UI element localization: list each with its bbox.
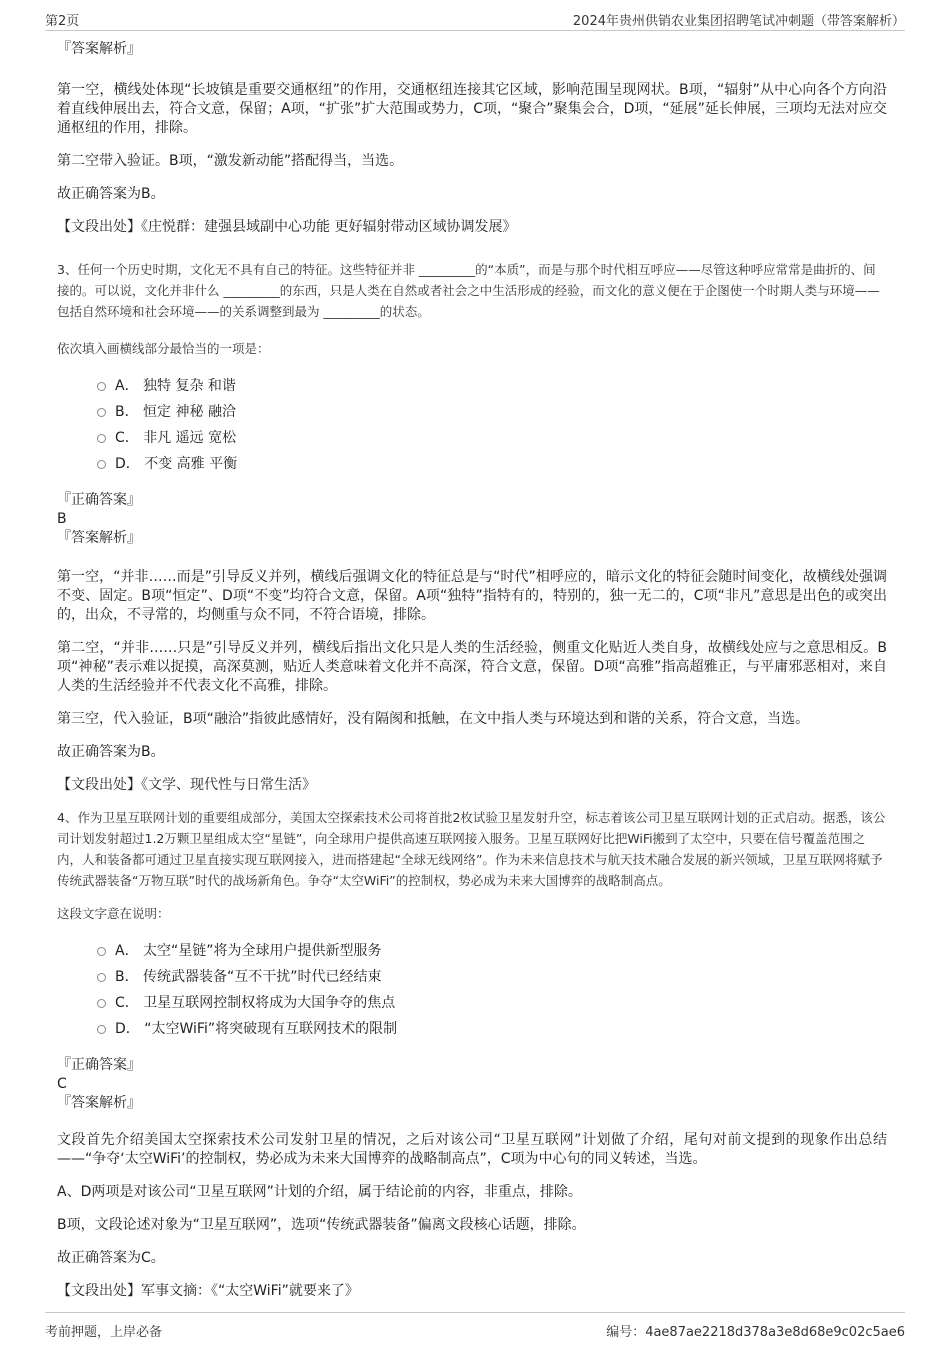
options-list bbox=[97, 373, 887, 477]
correct-answer-label: 『正确答案』 bbox=[57, 492, 141, 508]
radio-icon[interactable] bbox=[97, 382, 106, 391]
analysis-label: 『答案解析』 bbox=[57, 41, 141, 57]
question-stem: 3、任何一个历史时期，文化无不具有自己的特征。这些特征并非 _________的“本质”，而是与那个时代相互呼应——尽管这种呼应常常是曲折的、间接的。可以说，文化并非什么 _________的东西，只是人类在自然或者社会之中生活形成的经验，而文化的意义便在于企图使一个时期人类与环境——包括自然环境和社会环境——的关系调整到最为 _________的状态。 bbox=[57, 262, 880, 319]
analysis-paragraph: 故正确答案为C。 bbox=[57, 1250, 165, 1266]
analysis-paragraph: 故正确答案为B。 bbox=[57, 744, 165, 760]
question-prompt: 依次填入画横线部分最恰当的一项是： bbox=[57, 341, 270, 356]
radio-icon[interactable] bbox=[97, 434, 106, 443]
radio-icon[interactable] bbox=[97, 408, 106, 417]
document-title: 2024年贵州供销农业集团招聘笔试冲刺题（带答案解析） bbox=[572, 14, 905, 29]
page-content bbox=[57, 40, 887, 1300]
footer-slogan: 考前押题，上岸必备 bbox=[45, 1325, 163, 1340]
radio-icon[interactable] bbox=[97, 460, 106, 469]
radio-icon[interactable] bbox=[97, 1025, 106, 1034]
analysis-paragraph: B项，文段论述对象为“卫星互联网”，选项“传统武器装备”偏离文段核心话题，排除。 bbox=[57, 1217, 586, 1233]
page-footer bbox=[45, 1312, 905, 1345]
analysis-label: 『答案解析』 bbox=[57, 530, 141, 546]
options-list bbox=[97, 938, 887, 1042]
option-b[interactable]: B． 恒定 神秘 融洽 bbox=[97, 399, 887, 425]
analysis-paragraph: A、D两项是对该公司“卫星互联网”计划的介绍，属于结论前的内容，非重点，排除。 bbox=[57, 1184, 582, 1200]
analysis-paragraph: 第一空，横线处体现“长坡镇是重要交通枢纽”的作用，交通枢纽连接其它区域，影响范围呈现网状。B项，“辐射”从中心向各个方向沿着直线伸展出去，符合文意，保留；A项，“扩张”扩大范围或势力，C项，“聚合”聚集会合，D项，“延展”延长伸展，三项均无法对应交通枢纽的作用，排除。 bbox=[57, 82, 887, 136]
analysis-paragraph: 第二空，“并非……只是”引导反义并列，横线后指出文化只是人类的生活经验，侧重文化贴近人类自身，故横线处应与之意思相反。B项“神秘”表示难以捉摸，高深莫测，贴近人类意味着文化并不高深，符合文意，保留。D项“高雅”指高超雅正，与平庸邪恶相对，来自人类的生活经验并不代表文化不高雅，排除。 bbox=[57, 640, 887, 694]
document-id: 编号：4ae87ae2218d378a3e8d68e9c02c5ae6 bbox=[606, 1325, 905, 1340]
analysis-paragraph: 故正确答案为B。 bbox=[57, 186, 165, 202]
radio-icon[interactable] bbox=[97, 999, 106, 1008]
analysis-paragraph: 第二空带入验证。B项，“激发新动能”搭配得当，当选。 bbox=[57, 153, 404, 169]
page-number: 第2页 bbox=[45, 14, 80, 29]
radio-icon[interactable] bbox=[97, 947, 106, 956]
option-c[interactable]: C． 非凡 遥远 宽松 bbox=[97, 425, 887, 451]
option-a[interactable]: A． 独特 复杂 和谐 bbox=[97, 373, 887, 399]
correct-answer: C bbox=[57, 1076, 67, 1092]
correct-answer: B bbox=[57, 511, 67, 527]
option-a[interactable]: A． 太空“星链”将为全球用户提供新型服务 bbox=[97, 938, 887, 964]
radio-icon[interactable] bbox=[97, 973, 106, 982]
option-b[interactable]: B． 传统武器装备“互不干扰”时代已经结束 bbox=[97, 964, 887, 990]
analysis-paragraph: 第三空，代入验证，B项“融洽”指彼此感情好，没有隔阂和抵触，在文中指人类与环境达到和谐的关系，符合文意，当选。 bbox=[57, 711, 810, 727]
source-citation: 【文段出处】《文学、现代性与日常生活》 bbox=[57, 777, 316, 793]
page-header bbox=[45, 0, 905, 31]
source-citation: 【文段出处】《庄悦群：建强县域副中心功能 更好辐射带动区域协调发展》 bbox=[57, 219, 517, 235]
question-stem: 4、作为卫星互联网计划的重要组成部分，美国太空探索技术公司将首批2枚试验卫星发射升空，标志着该公司卫星互联网计划的正式启动。据悉，该公司计划发射超过1.2万颗卫星组成太空“星链”，向全球用户提供高速互联网接入服务。卫星互联网好比把WiFi搬到了太空中，只要在信号覆盖范围之内，人和装备都可通过卫星直接实现互联网接入，进而搭建起“全球无线网络”。作为未来信息技术与航天技术融合发展的新兴领域，卫星互联网将赋予传统武器装备“万物互联”时代的战场新角色。争夺“太空WiFi”的控制权，势必成为未来大国博弈的战略制高点。 bbox=[57, 810, 886, 888]
analysis-paragraph: 文段首先介绍美国太空探索技术公司发射卫星的情况，之后对该公司“卫星互联网”计划做了介绍，尾句对前文提到的现象作出总结——“争夺‘太空WiFi’的控制权，势必成为未来大国博弈的战略制高点”，C项为中心句的同义转述，当选。 bbox=[57, 1132, 887, 1167]
analysis-paragraph: 第一空，“并非……而是”引导反义并列，横线后强调文化的特征总是与“时代”相呼应的，暗示文化的特征会随时间变化，故横线处强调不变、固定。B项“恒定”、D项“不变”均符合文意，保留。A项“独特”指特有的，特别的，独一无二的，C项“非凡”意思是出色的或突出的，出众，不寻常的，均侧重与众不同，不符合语境，排除。 bbox=[57, 569, 887, 623]
option-d[interactable]: D． “太空WiFi”将突破现有互联网技术的限制 bbox=[97, 1016, 887, 1042]
source-citation: 【文段出处】军事文摘：《“太空WiFi”就要来了》 bbox=[57, 1283, 359, 1299]
option-d[interactable]: D． 不变 高雅 平衡 bbox=[97, 451, 887, 477]
question-prompt: 这段文字意在说明： bbox=[57, 906, 170, 921]
correct-answer-label: 『正确答案』 bbox=[57, 1057, 141, 1073]
analysis-label: 『答案解析』 bbox=[57, 1095, 141, 1111]
option-c[interactable]: C． 卫星互联网控制权将成为大国争夺的焦点 bbox=[97, 990, 887, 1016]
